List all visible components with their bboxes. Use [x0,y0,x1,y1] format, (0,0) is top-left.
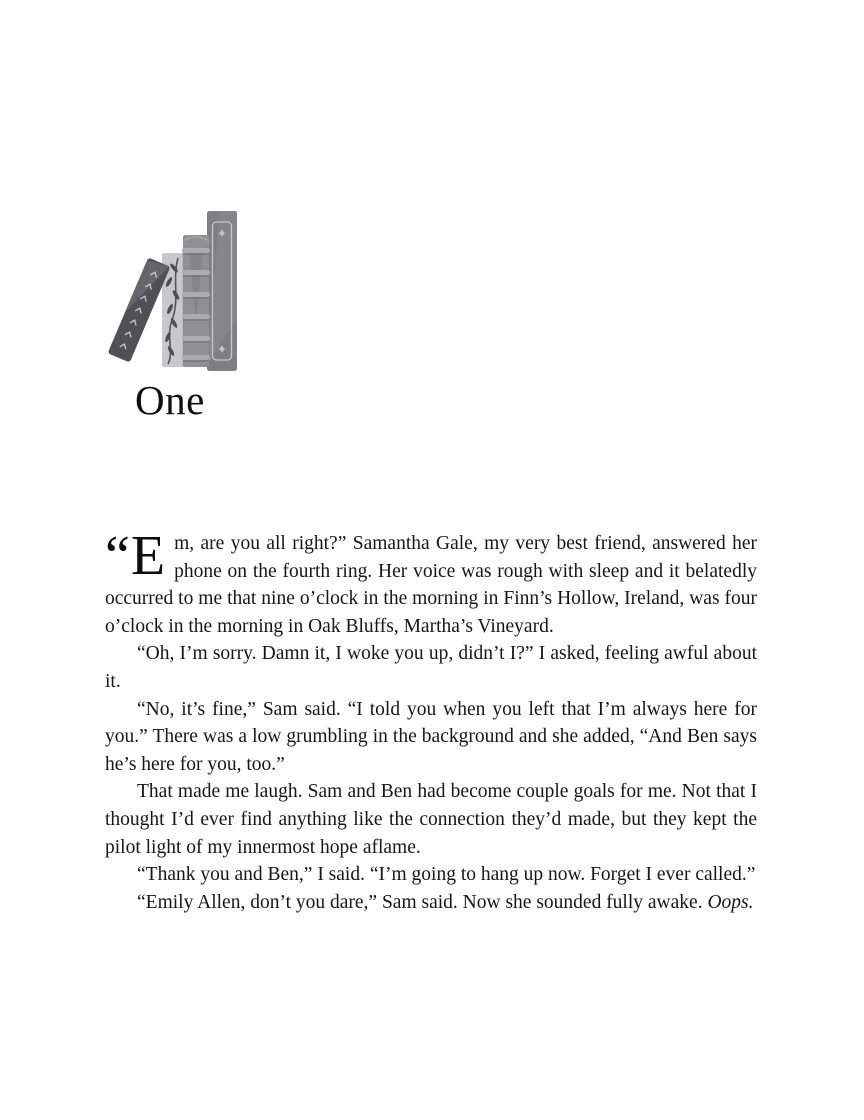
body-text [105,525,757,916]
paragraph [105,861,757,889]
paragraph-text: “Oh, I’m sorry. Damn it, I woke you up, didn’t I?” I asked, feeling awful about it. [105,643,757,692]
paragraph [105,525,757,640]
paragraph-text: “Thank you and Ben,” I said. “I’m going to hang up now. Forget I ever called.” [137,864,756,886]
drop-cap: “E [105,525,167,587]
paragraph [105,778,757,861]
paragraph-text: “Emily Allen, don’t you dare,” Sam said. Now she sounded fully awake. [137,891,708,913]
paneled-book [207,211,237,371]
paragraph [105,889,757,917]
books-illustration-icon [108,210,238,372]
paragraph-text: “No, it’s fine,” Sam said. “I told you when you left that I’m always here for you.” There was a low grumbling in the background and she added, “And Ben says he’s here for you, too.” [105,698,757,775]
paragraph-text: That made me laugh. Sam and Ben had become couple goals for me. Not that I thought I’d ever find anything like the connection they’d made, but they kept the pilot light of my innermost hope aflame. [105,781,757,858]
italic-word: Oops. [707,891,754,913]
ridged-book [182,235,210,367]
paragraph-text: m, are you all right?” Samantha Gale, my very best friend, answered her phone on the fourth ring. Her voice was rough with sleep and it belatedly occurred to me that nine o’clock in the morning in Finn’s Hollow, Ireland, was four o’clock in the morning in Oak Bluffs, Martha’s Vineyard. [105,533,757,637]
paragraph [105,640,757,695]
chapter-title: One [135,377,205,423]
paragraph [105,696,757,779]
leaning-book [108,257,171,362]
